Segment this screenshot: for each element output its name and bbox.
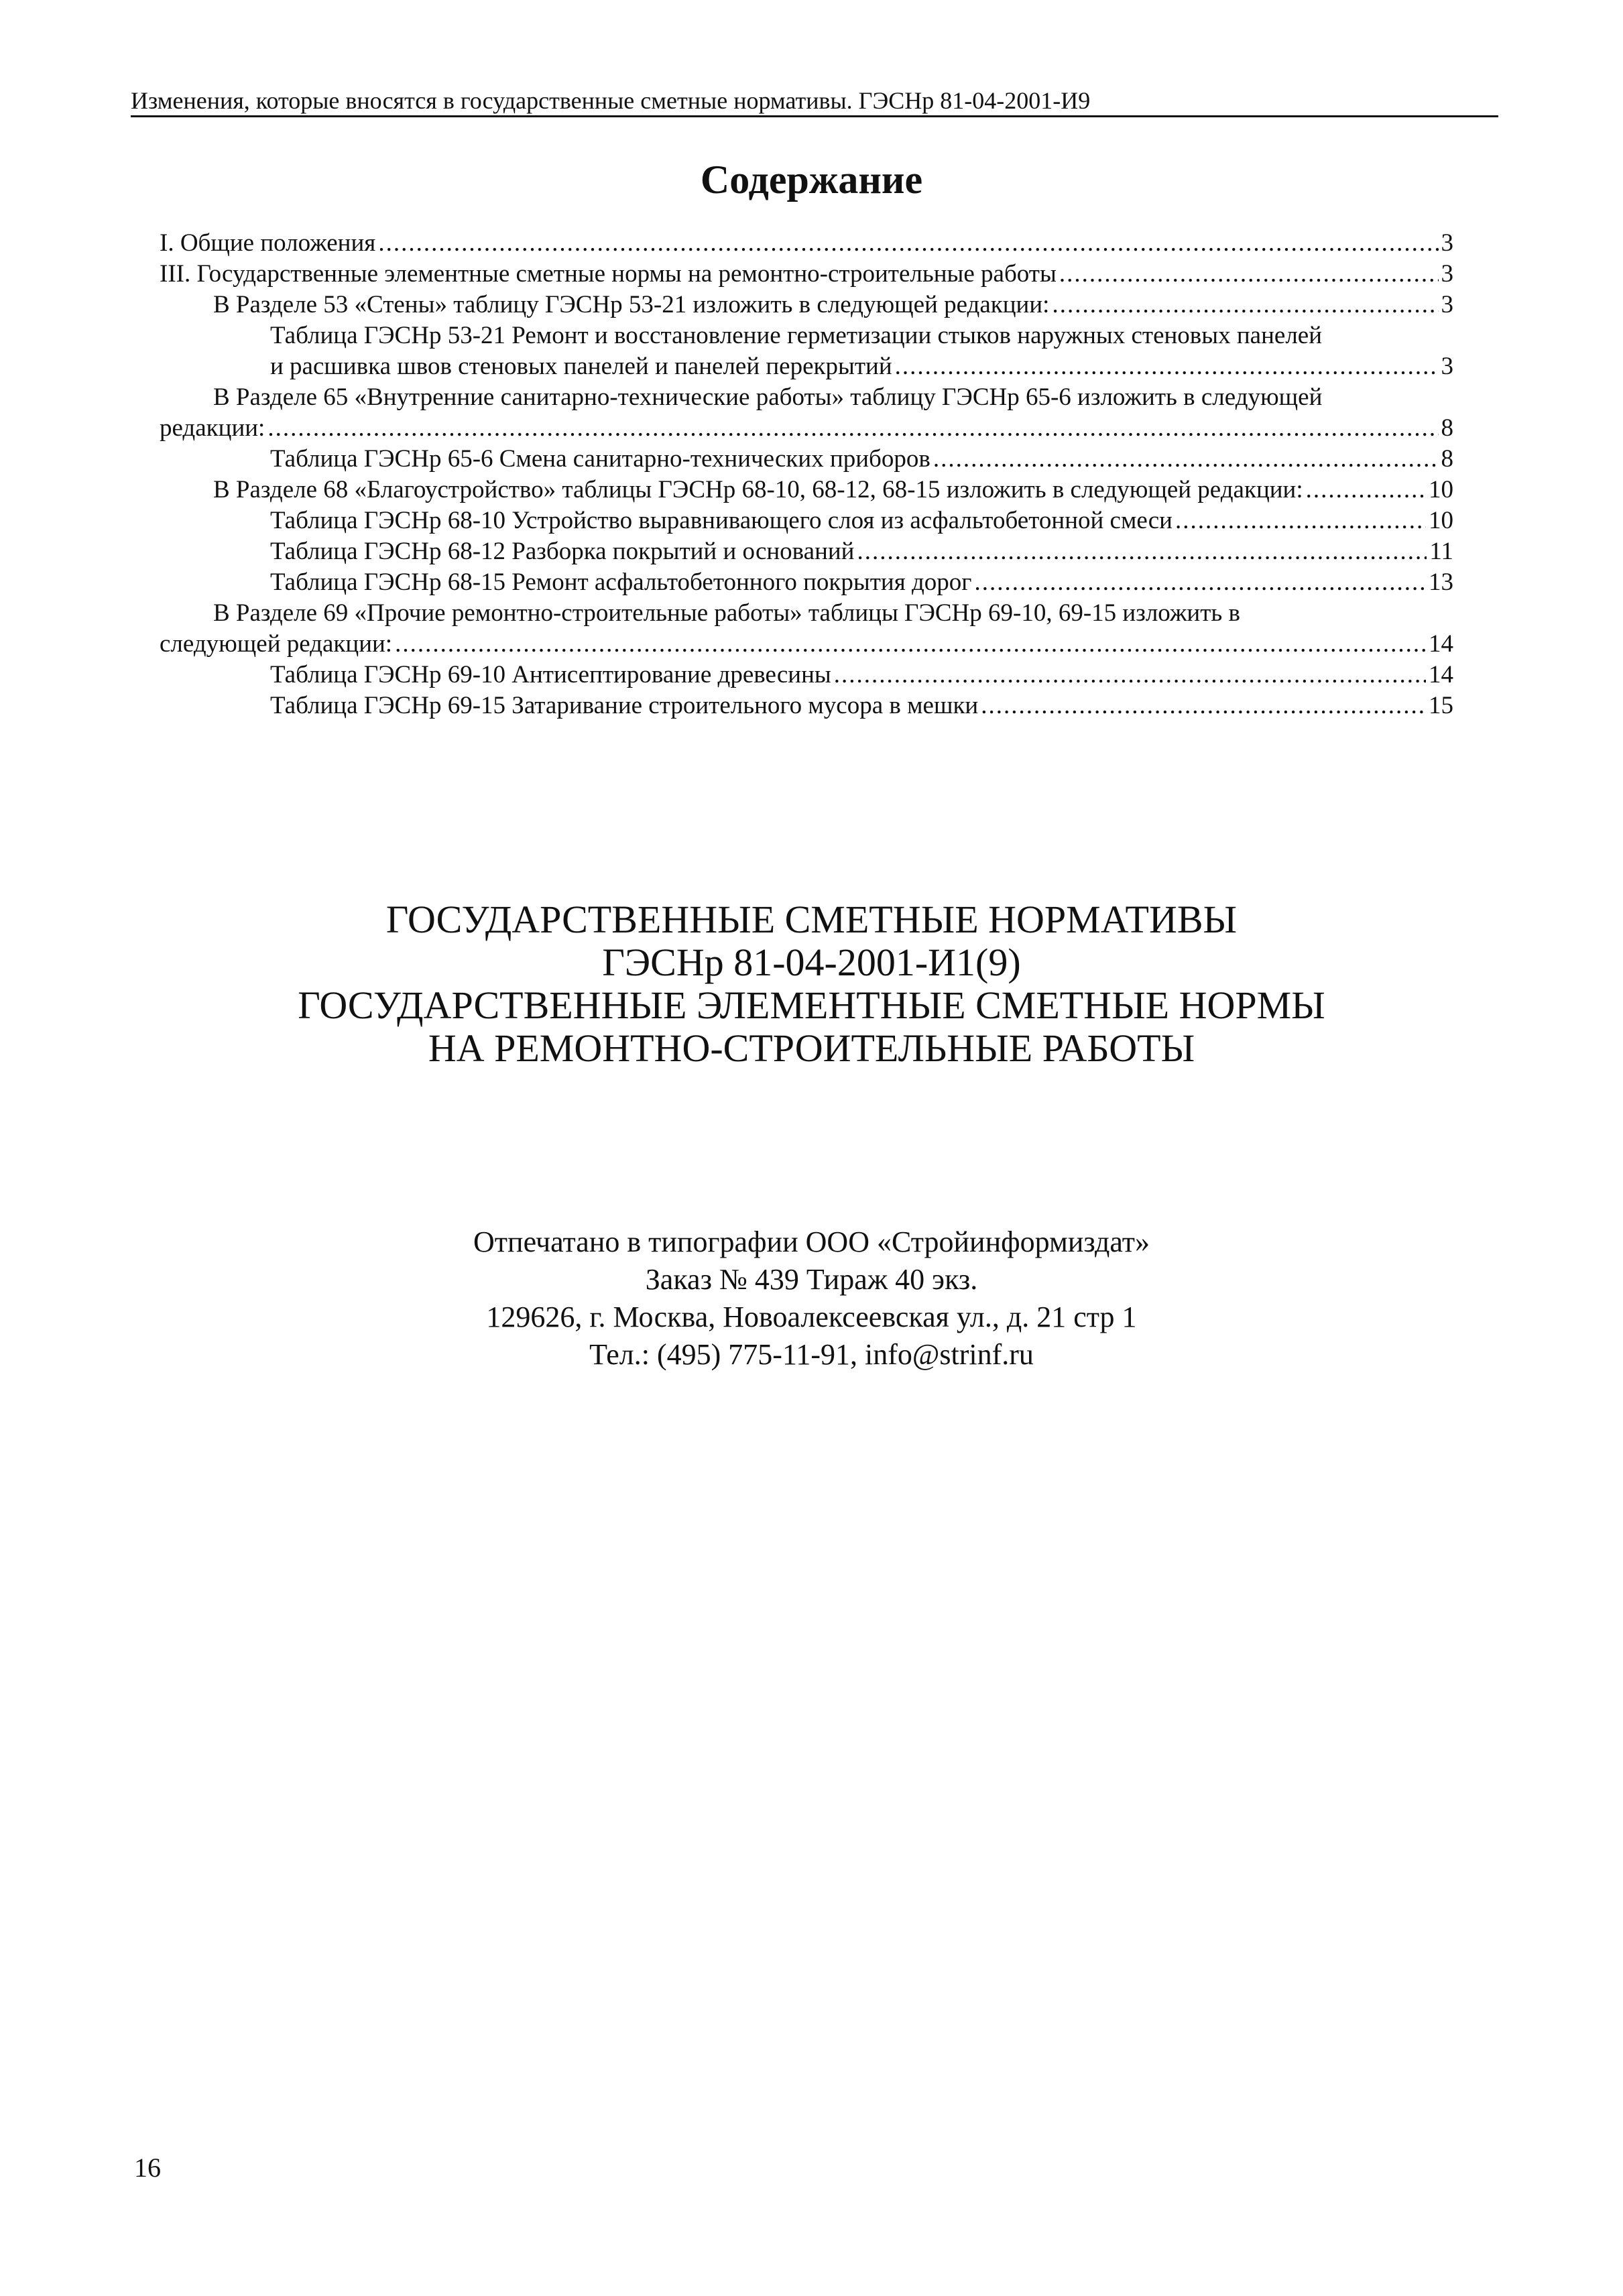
dot-leader <box>378 228 1438 259</box>
toc-entry[interactable] <box>160 382 1453 444</box>
dot-leader <box>933 444 1439 475</box>
toc-entry-text: В Разделе 53 «Стены» таблицу ГЭСНр 53-21 изложить в следующей редакции: <box>213 291 1050 318</box>
imprint-contacts: Тел.: (495) 775-11-91, info@strinf.ru <box>589 1338 1034 1371</box>
running-header: Изменения, которые вносятся в государственные сметные нормативы. ГЭСНр 81-04-2001-И9 <box>131 87 1091 114</box>
dot-leader <box>981 690 1426 721</box>
imprint-block <box>0 1223 1623 1374</box>
toc-page-number: 11 <box>1429 538 1453 565</box>
toc-entry[interactable] <box>160 567 1453 598</box>
toc-page-number: 10 <box>1429 476 1453 503</box>
toc-entry-text: Таблица ГЭСНр 68-15 Ремонт асфальтобетонного покрытия дорог <box>270 568 972 596</box>
toc-entry-text: I. Общие положения <box>160 229 376 257</box>
toc-page-number: 3 <box>1441 353 1453 380</box>
imprint-printer: Отпечатано в типографии ООО «Стройинформиздат» <box>473 1225 1150 1258</box>
toc-entry[interactable] <box>160 598 1453 660</box>
toc-entry-text: Таблица ГЭСНр 68-10 Устройство выравнивающего слоя из асфальтобетонной смеси <box>270 507 1173 534</box>
toc-entry[interactable] <box>160 536 1453 567</box>
header-divider <box>131 115 1498 117</box>
table-of-contents <box>160 228 1453 721</box>
toc-entry-text-line2: редакции: <box>160 414 265 442</box>
toc-entry-text-line2: следующей редакции: <box>160 630 393 658</box>
toc-entry-text: В Разделе 68 «Благоустройство» таблицы ГЭСНр 68-10, 68-12, 68-15 изложить в следующей редакции: <box>213 476 1303 503</box>
page-number: 16 <box>134 2153 161 2183</box>
dot-leader <box>1052 290 1438 320</box>
dot-leader <box>395 629 1426 660</box>
publication-title-line: ГОСУДАРСТВЕННЫЕ ЭЛЕМЕНТНЫЕ СМЕТНЫЕ НОРМЫ <box>298 983 1325 1027</box>
publication-code: ГЭСНр 81-04-2001-И1(9) <box>602 941 1021 984</box>
toc-page-number: 8 <box>1441 445 1453 473</box>
imprint-order: Заказ № 439 Тираж 40 экз. <box>645 1263 978 1296</box>
toc-entry[interactable] <box>160 320 1453 382</box>
publication-title-line: НА РЕМОНТНО-СТРОИТЕЛЬНЫЕ РАБОТЫ <box>428 1026 1195 1070</box>
toc-entry-text: Таблица ГЭСНр 68-12 Разборка покрытий и оснований <box>270 538 855 565</box>
toc-entry[interactable] <box>160 505 1453 536</box>
dot-leader <box>857 536 1427 567</box>
toc-entry[interactable] <box>160 690 1453 721</box>
toc-page-number: 13 <box>1429 568 1453 596</box>
toc-title: Содержание <box>700 158 923 202</box>
dot-leader <box>1306 475 1426 505</box>
toc-entry-text-line1: Таблица ГЭСНр 53-21 Ремонт и восстановление герметизации стыков наружных стеновых панелей <box>270 322 1323 349</box>
toc-page-number: 10 <box>1429 507 1453 534</box>
toc-entry[interactable] <box>160 228 1453 259</box>
toc-entry[interactable] <box>160 475 1453 505</box>
imprint-address: 129626, г. Москва, Новоалексеевская ул., д. 21 стр 1 <box>486 1301 1137 1333</box>
toc-entry[interactable] <box>160 660 1453 690</box>
dot-leader <box>1059 259 1439 290</box>
toc-entry[interactable] <box>160 259 1453 290</box>
dot-leader <box>267 413 1438 444</box>
toc-entry-text: III. Государственные элементные сметные нормы на ремонтно-строительные работы <box>160 260 1057 288</box>
toc-page-number: 3 <box>1441 229 1453 257</box>
toc-page-number: 14 <box>1429 661 1453 688</box>
publication-title-block <box>0 898 1623 1070</box>
toc-page-number: 15 <box>1429 692 1453 719</box>
toc-entry[interactable] <box>160 444 1453 475</box>
toc-entry-text-line2: и расшивка швов стеновых панелей и панелей перекрытий <box>270 353 892 380</box>
toc-page-number: 3 <box>1441 291 1453 318</box>
dot-leader <box>1175 505 1426 536</box>
toc-page-number: 14 <box>1429 630 1453 658</box>
toc-entry-text: Таблица ГЭСНр 69-10 Антисептирование древесины <box>270 661 831 688</box>
toc-entry-text: Таблица ГЭСНр 69-15 Затаривание строительного мусора в мешки <box>270 692 979 719</box>
dot-leader <box>895 351 1439 382</box>
toc-page-number: 8 <box>1441 414 1453 442</box>
toc-page-number: 3 <box>1441 260 1453 288</box>
publication-title-line: ГОСУДАРСТВЕННЫЕ СМЕТНЫЕ НОРМАТИВЫ <box>385 898 1238 941</box>
toc-entry-text-line1: В Разделе 69 «Прочие ремонтно-строительные работы» таблицы ГЭСНр 69-10, 69-15 изложить в <box>213 599 1240 627</box>
dot-leader <box>834 660 1426 690</box>
toc-entry-text-line1: В Разделе 65 «Внутренние санитарно-технические работы» таблицу ГЭСНр 65-6 изложить в следующей <box>213 383 1323 411</box>
dot-leader <box>974 567 1426 598</box>
toc-entry-text: Таблица ГЭСНр 65-6 Смена санитарно-технических приборов <box>270 445 930 473</box>
toc-entry[interactable] <box>160 290 1453 320</box>
